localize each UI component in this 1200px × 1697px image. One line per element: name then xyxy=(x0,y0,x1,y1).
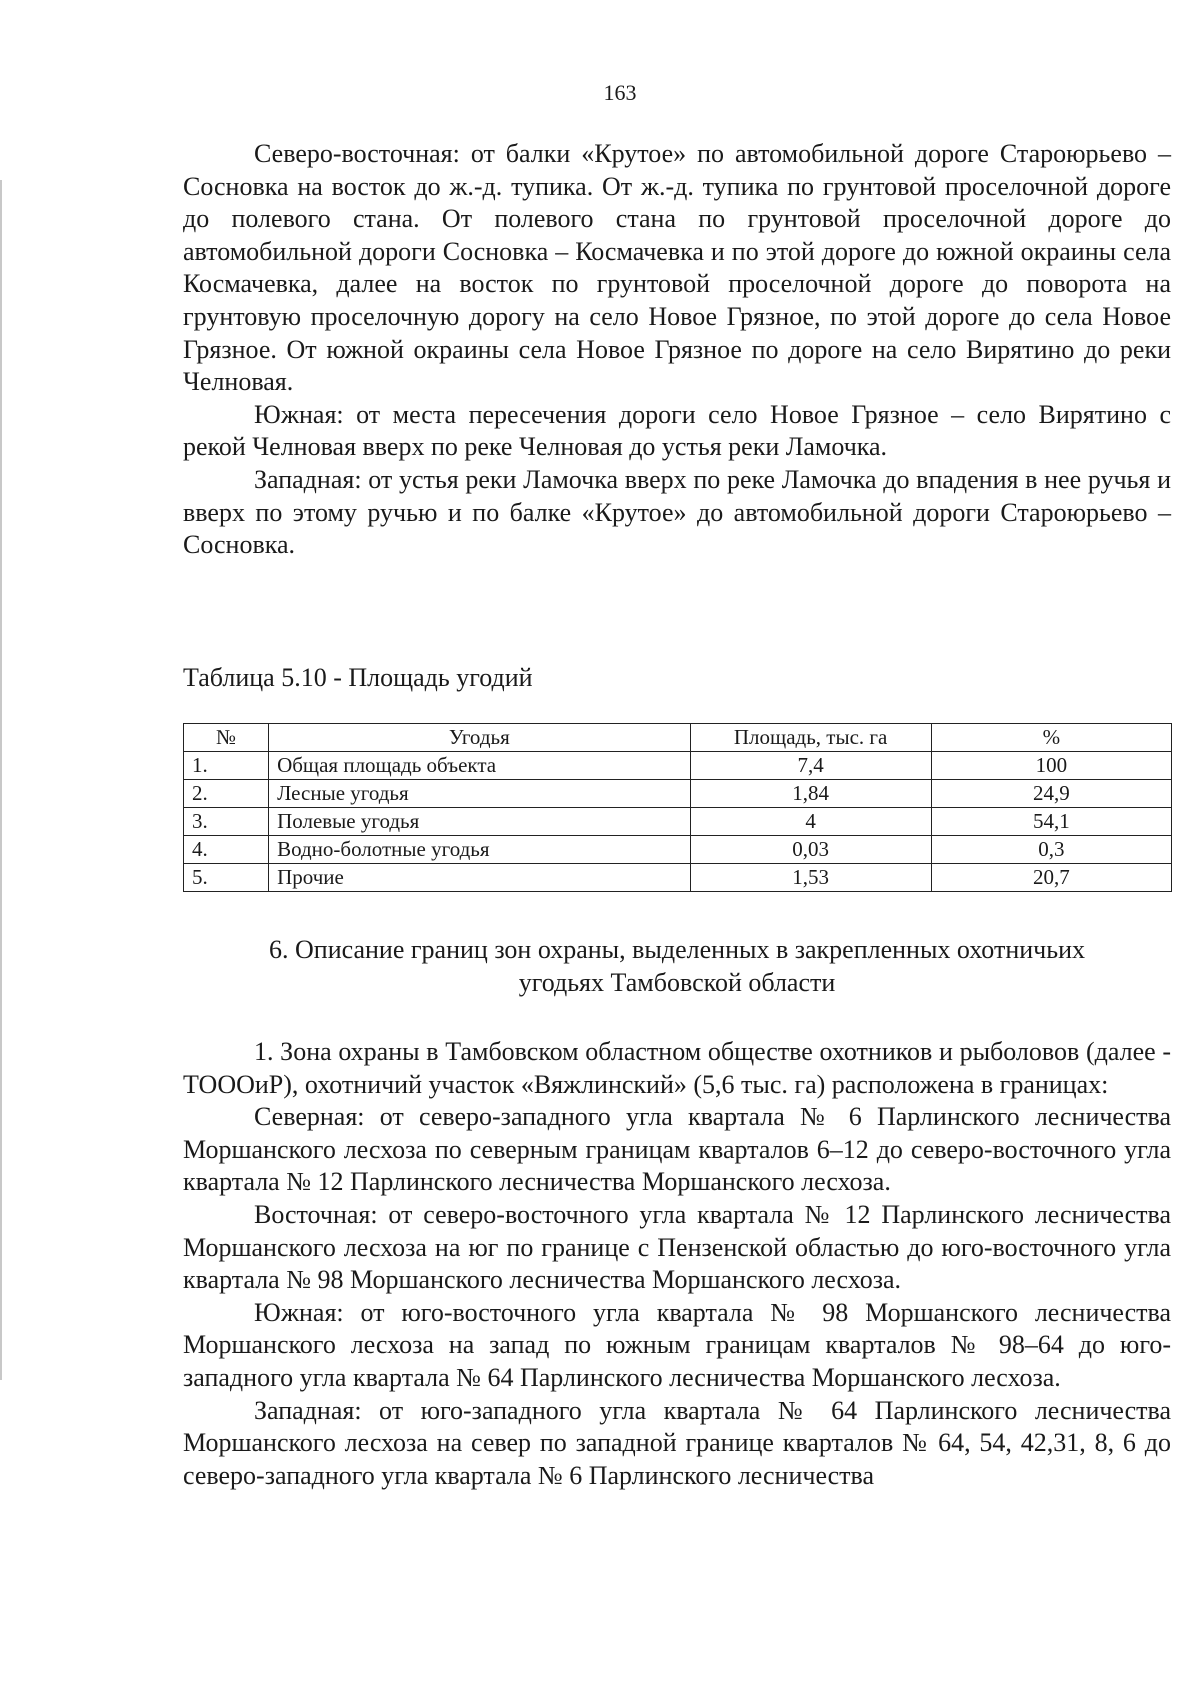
page-number: 163 xyxy=(603,80,637,105)
paragraph-south-boundary: Южная: от места пересечения дороги село Новое Грязное – село Вирятино с рекой Челновая вверх по реке Челновая до устья реки Ламочка. xyxy=(183,399,1171,462)
table-row xyxy=(184,864,1172,892)
paragraph-zone-intro: 1. Зона охраны в Тамбовском областном обществе охотников и рыболовов (далее - ТОООиР), охотничий участок «Вяжлинский» (5,6 тыс. га) расположена в границах: xyxy=(183,1037,1171,1099)
section-heading-line-1: 6. Описание границ зон охраны, выделенных в закрепленных охотничьих xyxy=(269,935,1085,964)
table-row xyxy=(184,836,1172,864)
cell-area: 0,03 xyxy=(690,836,931,864)
cell-land-type: Водно-болотные угодья xyxy=(269,836,690,864)
header-area: Площадь, тыс. га xyxy=(690,724,931,752)
scan-edge-mark xyxy=(0,180,2,1380)
cell-number: 5. xyxy=(184,864,269,892)
paragraph-west-boundary-zone: Западная: от юго-западного угла квартала № 64 Парлинского лесничества Моршанского лесхоза на север по западной границе кварталов № 64, 54, 42,31, 8, 6 до северо-западного угла квартала № 6 Парлинского лесничества xyxy=(183,1395,1171,1490)
paragraph-south-boundary-zone: Южная: от юго-восточного угла квартала № 98 Моршанского лесничества Моршанского лесхоза на запад по южным границам кварталов № 98–64 до юго-западного угла квартала № 64 Парлинского лесничества Моршанского лесхоза. xyxy=(183,1297,1171,1392)
cell-area: 4 xyxy=(690,808,931,836)
paragraph-east-boundary: Восточная: от северо-восточного угла квартала № 12 Парлинского лесничества Моршанского лесхоза на юг по границе с Пензенской областью до юго-восточного угла квартала № 98 Моршанского лесничества Моршанского лесхоза. xyxy=(183,1199,1171,1295)
cell-land-type: Общая площадь объекта xyxy=(269,752,690,780)
cell-land-type: Полевые угодья xyxy=(269,808,690,836)
cell-number: 1. xyxy=(184,752,269,780)
cell-area: 1,53 xyxy=(690,864,931,892)
header-land-type: Угодья xyxy=(269,724,690,752)
cell-land-type: Прочие xyxy=(269,864,690,892)
cell-percent: 54,1 xyxy=(931,808,1171,836)
cell-percent: 24,9 xyxy=(931,780,1171,808)
section-heading xyxy=(183,934,1171,999)
table-row xyxy=(184,752,1172,780)
header-percent: % xyxy=(931,724,1171,752)
land-area-table xyxy=(183,723,1172,892)
cell-percent: 0,3 xyxy=(931,836,1171,864)
paragraph-west-boundary: Западная: от устья реки Ламочка вверх по реке Ламочка до впадения в нее ручья и вверх по этому ручью и по балке «Крутое» до автомобильной дороги Староюрьево – Сосновка. xyxy=(183,464,1171,560)
table-row xyxy=(184,780,1172,808)
section-heading-line-2: угодьях Тамбовской области xyxy=(518,967,836,997)
table-caption: Таблица 5.10 - Площадь угодий xyxy=(183,663,533,692)
table-row xyxy=(184,808,1172,836)
intro-text xyxy=(183,138,1171,562)
paragraph-north-boundary: Северная: от северо-западного угла квартала № 6 Парлинского лесничества Моршанского лесхоза по северным границам кварталов 6–12 до северо-восточного угла квартала № 12 Парлинского лесничества Моршанского лесхоза. xyxy=(183,1102,1171,1197)
cell-percent: 20,7 xyxy=(931,864,1171,892)
cell-number: 3. xyxy=(184,808,269,836)
cell-number: 2. xyxy=(184,780,269,808)
table-header-row xyxy=(184,724,1172,752)
cell-area: 7,4 xyxy=(690,752,931,780)
cell-land-type: Лесные угодья xyxy=(269,780,690,808)
cell-percent: 100 xyxy=(931,752,1171,780)
paragraph-northeast-boundary: Северо-восточная: от балки «Крутое» по автомобильной дороге Староюрьево – Сосновка на восток до ж.-д. тупика. От ж.-д. тупика по грунтовой проселочной дороге до полевого стана. От полевого стана по грунтовой проселочной дороге до автомобильной дороги Сосновка – Космачевка и по этой дороге до южной окраины села Космачевка, далее на восток по грунтовой проселочной дороге до поворота на грунтовую проселочную дорогу на село Новое Грязное, по этой дороге до села Новое Грязное. От южной окраины села Новое Грязное по дороге на село Вирятино до реки Челновая. xyxy=(183,139,1171,397)
cell-number: 4. xyxy=(184,836,269,864)
zone-description-text xyxy=(183,1036,1171,1492)
cell-area: 1,84 xyxy=(690,780,931,808)
header-number: № xyxy=(184,724,269,752)
